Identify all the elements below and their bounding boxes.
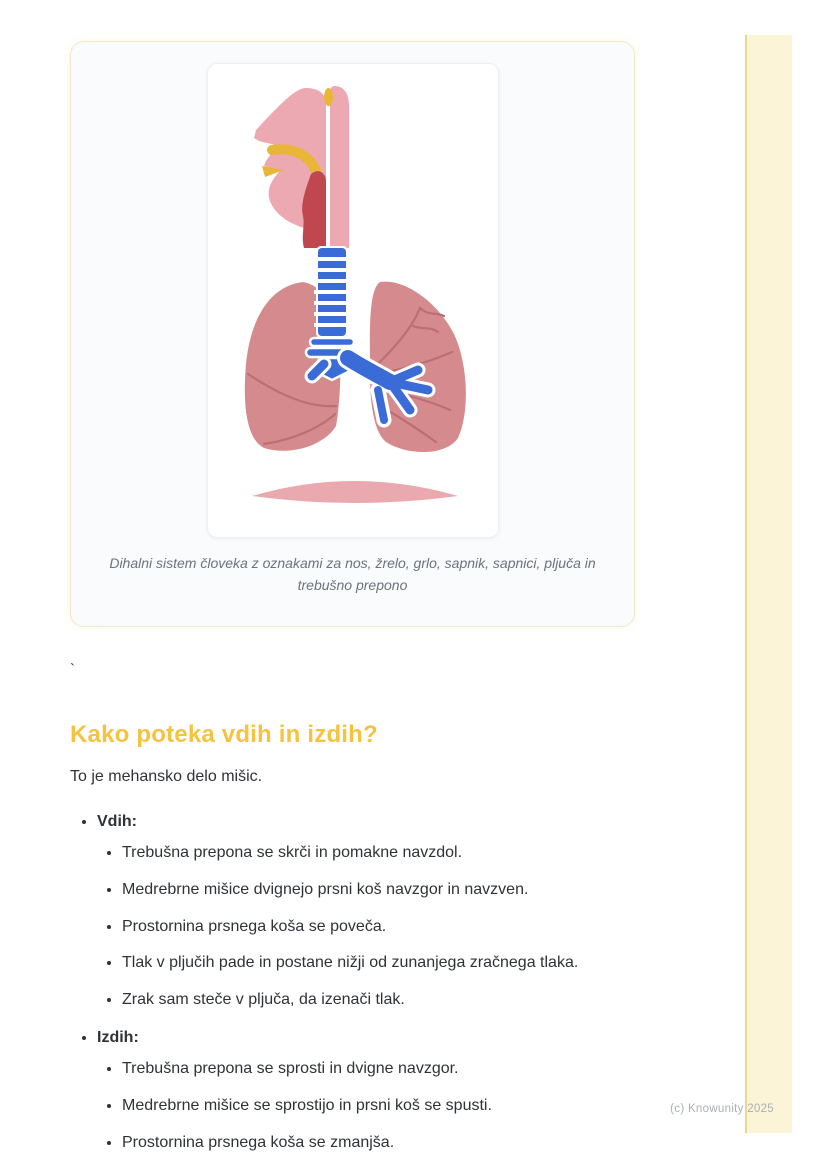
figure-image [207, 63, 499, 538]
list-item-vdih [97, 811, 670, 1012]
respiratory-system-illustration [208, 64, 498, 537]
list-item: • Tlak v pljučih pade in postane nižji od zunanjega zračnega tlaka. [122, 952, 670, 975]
list-label-izdih: Izdih: [97, 1028, 139, 1046]
diaphragm-shape [252, 481, 458, 503]
intro-text: To je mehansko delo mišic. [70, 768, 263, 786]
figure-card [70, 41, 635, 627]
list-item: • Trebušna prepona se skrči in pomakne navzdol. [122, 842, 670, 865]
copyright-watermark: (c) Knowunity 2025 [670, 1103, 774, 1115]
list-label-vdih: Vdih: [97, 812, 137, 830]
head-profile-shape [254, 86, 349, 248]
stray-backtick: ` [70, 661, 75, 679]
list-item: • Zrak sam steče v pljuča, da izenači tlak. [122, 989, 670, 1012]
list-item: • Prostornina prsnega koša se zmanjša. [122, 1132, 670, 1155]
list-item: • Medrebrne mišice se sprostijo in prsni koš se spusti. [122, 1095, 670, 1118]
izdih-sublist [97, 1058, 670, 1154]
list-item: • Prostornina prsnega koša se poveča. [122, 916, 670, 939]
page-edge-strip [745, 35, 792, 1133]
document-content [70, 41, 670, 1169]
list-item: • Medrebrne mišice dvignejo prsni koš navzgor in navzven. [122, 879, 670, 902]
section-heading: Kako poteka vdih in izdih? [70, 721, 378, 749]
list-item: • Trebušna prepona se sprosti in dvigne navzgor. [122, 1058, 670, 1081]
vdih-sublist [97, 842, 670, 1012]
breathing-list [70, 811, 670, 1155]
list-item-izdih [97, 1027, 670, 1155]
figure-caption: Dihalni sistem človeka z oznakami za nos, žrelo, grlo, sapnik, sapnici, pljuča in trebušno prepono [109, 555, 596, 593]
